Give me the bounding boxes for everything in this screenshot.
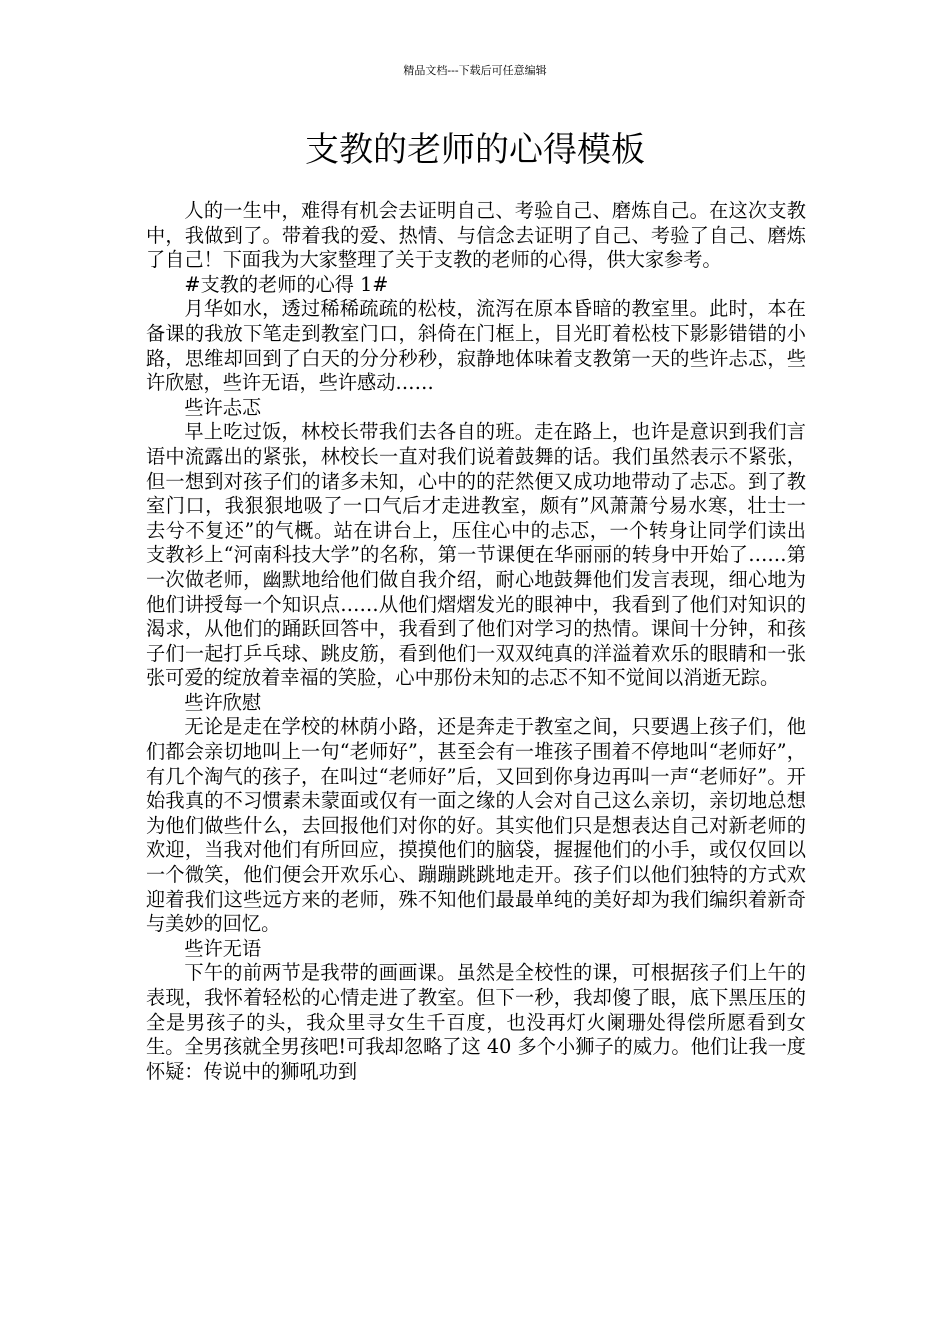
paragraph-moonlight: 月华如水，透过稀稀疏疏的松枝，流泻在原本昏暗的教室里。此时，本在备课的我放下笔走到教室门口，斜倚在门框上，目光盯着松枝下影影错错的小路，思维却回到了白天的分分秒秒，寂静地体味着支教第一天的些许忐忑，些许欣慰，些许无语，些许感动……	[146, 297, 806, 395]
paragraph-nervous: 早上吃过饭，林校长带我们去各自的班。走在路上，也许是意识到我们言语中流露出的紧张，林校长一直对我们说着鼓舞的话。我们虽然表示不紧张，但一想到对孩子们的诸多未知，心中的的茫然便又成功地带动了忐忑。到了教室门口，我狠狠地吸了一口气后才走进教室，颇有”风萧萧兮易水寒，壮士一去兮不复还”的气概。站在讲台上，压住心中的忐忑，一个转身让同学们读出支教衫上“河南科技大学”的名称，第一节课便在华丽丽的转身中开始了……第一次做老师，幽默地给他们做自我介绍，耐心地鼓舞他们发言表现，细心地为他们讲授每一个知识点……从他们熠熠发光的眼神中，我看到了他们对知识的渴求，从他们的踊跃回答中，我看到了他们对学习的热情。课间十分钟，和孩子们一起打乒乓球、跳皮筋，看到他们一双双纯真的洋溢着欢乐的眼睛和一张张可爱的绽放着幸福的笑脸，心中那份未知的忐忑不知不觉间以消逝无踪。	[146, 420, 806, 690]
section-heading-1: #支教的老师的心得 1#	[184, 272, 389, 296]
paragraph-intro: 人的一生中，难得有机会去证明自己、考验自己、磨炼自己。在这次支教中，我做到了。带着我的爱、热情、与信念去证明了自己、考验了自己、磨炼了自己！下面我为大家整理了关于支教的老师的心得，供大家参考。	[146, 199, 806, 272]
paragraph-speechless: 下午的前两节是我带的画画课。虽然是全校性的课，可根据孩子们上午的表现，我怀着轻松的心情走进了教室。但下一秒，我却傻了眼，底下黑压压的全是男孩子的头，我众里寻女生千百度，也没再灯火阑珊处得偿所愿看到女生。全男孩就全男孩吧!可我却忽略了这 40 多个小狮子的威力。他们让我一度怀疑：传说中的狮吼功到	[146, 961, 806, 1083]
subheading-nervous: 些许忐忑	[184, 395, 262, 419]
document-body	[146, 199, 806, 1084]
subheading-speechless: 些许无语	[184, 936, 262, 960]
paragraph-comfort: 无论是走在学校的林荫小路，还是奔走于教室之间，只要遇上孩子们，他们都会亲切地叫上一句“老师好”，甚至会有一堆孩子围着不停地叫“老师好”，有几个淘气的孩子，在叫过“老师好”后，又回到你身边再叫一声“老师好”。开始我真的不习惯素未蒙面或仅有一面之缘的人会对自己这么亲切，亲切地总想为他们做些什么，去回报他们对你的好。其实他们只是想表达自己对新老师的欢迎，当我对他们有所回应，摸摸他们的脑袋，握握他们的小手，或仅仅回以一个微笑，他们便会开欢乐心、蹦蹦跳跳地走开。孩子们以他们独特的方式欢迎着我们这些远方来的老师，殊不知他们最最单纯的美好却为我们编织着新奇与美妙的回忆。	[146, 715, 806, 936]
document-title: 支教的老师的心得模板	[305, 130, 645, 170]
subheading-comfort: 些许欣慰	[184, 690, 262, 714]
header-note: 精品文档---下载后可任意编辑	[403, 64, 547, 77]
